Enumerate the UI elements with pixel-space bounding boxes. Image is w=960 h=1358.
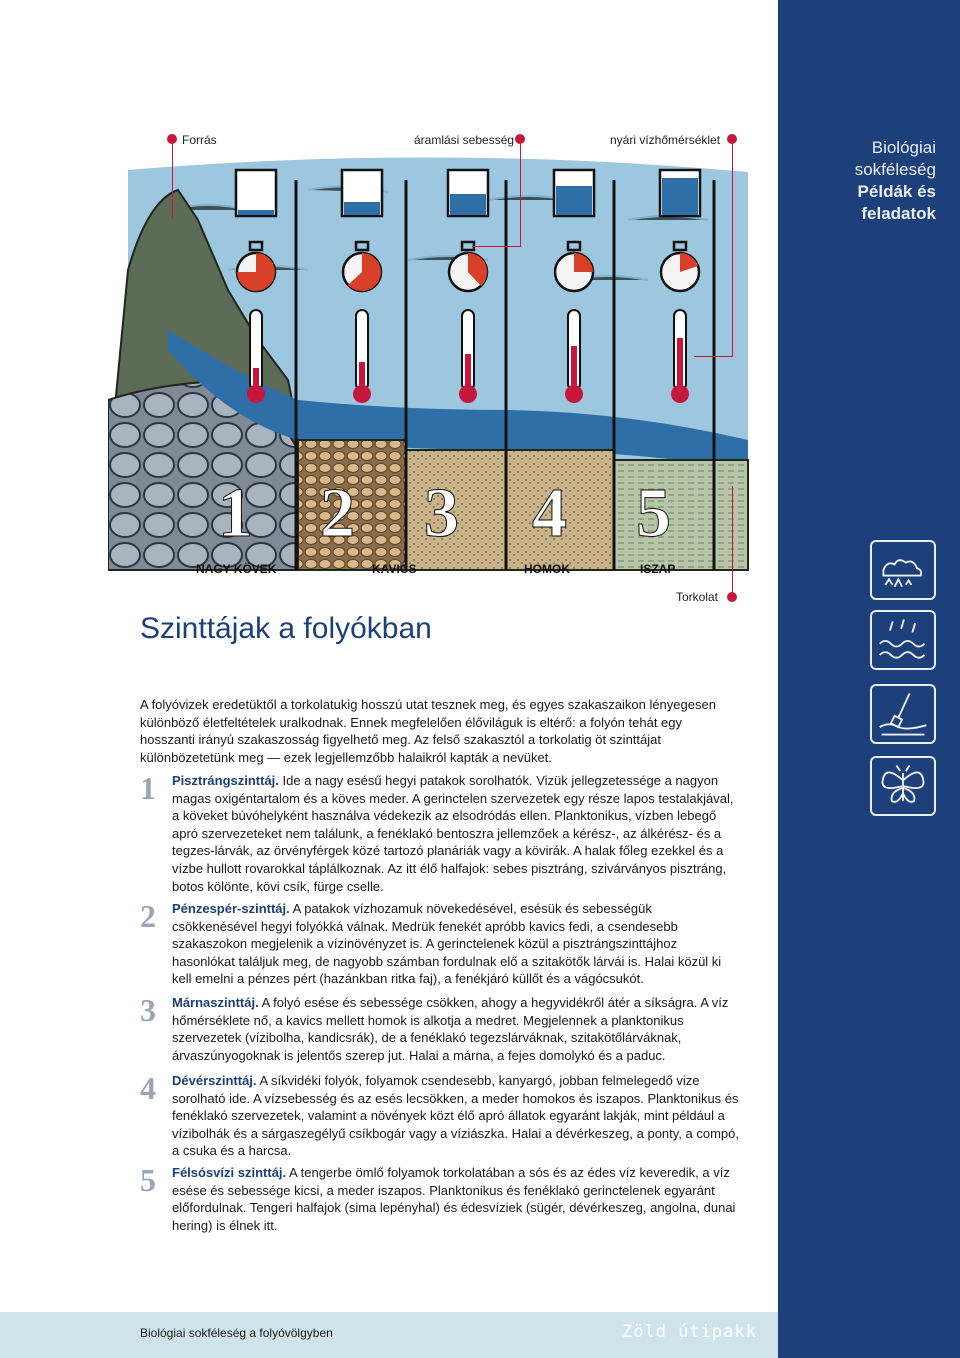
landscape-icon bbox=[870, 540, 936, 600]
section-text bbox=[172, 1164, 740, 1234]
section-text bbox=[172, 994, 740, 1064]
flow-speed-marker bbox=[515, 134, 525, 144]
mouth-marker bbox=[727, 592, 737, 602]
zone-section-5 bbox=[140, 1164, 740, 1234]
flow-speed-line bbox=[520, 144, 521, 246]
page-title: Szinttájak a folyókban bbox=[140, 612, 432, 645]
zone-number-4: 4 bbox=[532, 475, 567, 552]
section-text bbox=[172, 900, 740, 988]
summer-temp-line bbox=[732, 144, 733, 356]
section-heading: Pisztrángszinttáj. bbox=[172, 773, 279, 788]
section-text bbox=[172, 1072, 740, 1160]
butterfly-icon bbox=[870, 756, 936, 816]
section-body: Ide a nagy esésű hegyi patakok sorolhatók. Vizük jellegzetessége a nagyon magas oxigéntartalom és a köves meder. A gerinctelen szervezetek egy része lapos testalakjával, a köveket búvóhelyként használva védekezik az elsodródás ellen. Planktonikus, vízben lebegő apró szervezeteket nem találunk, a fenéklakó bentoszra jellemzőek a kérész-, az álkérész- és a tegzes-lárvák, az örvényférgek közé tartozó planáriák vagy a kövirák. A halak főleg ezekkel és a vízbe hullott rovarokkal táplálkoznak. Az itt élő halfajok: sebes pisztráng, szivárványos pisztráng, botos kölönte, kövi csík, fürge cselle. bbox=[172, 773, 734, 894]
section-body: A tengerbe ömlő folyamok torkolatában a sós és az édes víz keveredik, a víz esése és sebessége kicsi, a meder iszapos. Planktonikus és fenéklakó gerinctelenek egyaránt előfordulnak. Tengeri halfajok (sima lepényhal) és édesvíziek (sügér, dévérkeszeg, angolna, dunai hering) is élnek itt. bbox=[172, 1165, 736, 1233]
section-body: A síkvidéki folyók, folyamok csendesebb, kanyargó, jobban felmelegedő vize sorolható ide. A vízsebesség és az esés lecsökken, a meder homokos és iszapos. Planktonikus és fenéklakó szervezetek, valamint a növények közt élő apró állatok egyaránt lakják, mint például a vízibolhák és a sárgaszegélyű csíkbogár vagy a víziászka. Halai a dévérkeszeg, a ponty, a compó, a csuka és a harcsa. bbox=[172, 1073, 739, 1159]
zone-section-1 bbox=[140, 772, 740, 895]
source-marker bbox=[167, 134, 177, 144]
section-heading: Márnaszinttáj. bbox=[172, 995, 259, 1010]
footer-publication-title: Biológiai sokféleség a folyóvölgyben bbox=[140, 1326, 333, 1340]
section-body: A folyó esése és sebessége csökken, ahogy a hegyvidékről átér a síkságra. A víz hőmérséklete nő, a kavics mellett homok is alkotja a medret. Megjelennek a planktonikus szervezetek (vízibolha, kandicsrák), de a fenéklakó tegezslárváknak, szitakötőlárváknak, árvaszúnyogoknak is jelentős szerep jut. Halai a márna, a fejes domolykó és a paduc. bbox=[172, 995, 729, 1063]
zone-number-5: 5 bbox=[636, 475, 671, 552]
substrate-label-silt: ISZAP bbox=[640, 562, 676, 576]
substrate-label-sand: HOMOK bbox=[524, 562, 570, 576]
zone-number-2: 2 bbox=[320, 475, 355, 552]
section-number: 2 bbox=[140, 898, 156, 934]
footer-brand: Zöld útipakk bbox=[622, 1322, 757, 1342]
flow-speed-line-h bbox=[472, 246, 521, 247]
section-heading: Pénzespér-szinttáj. bbox=[172, 901, 290, 916]
sidebar-title-line3: Példák és bbox=[857, 182, 936, 201]
sidebar-title-line2: sokféleség bbox=[854, 160, 936, 179]
summer-temp-line-h bbox=[694, 356, 733, 357]
mouth-line bbox=[732, 486, 733, 594]
section-number: 3 bbox=[140, 992, 156, 1028]
summer-temp-label: nyári vízhőmérséklet bbox=[610, 133, 721, 147]
source-label: Forrás bbox=[182, 133, 217, 147]
section-number: 5 bbox=[140, 1162, 156, 1198]
zone-number-1: 1 bbox=[218, 475, 253, 552]
substrate-label-large-stones: NAGY KÖVEK bbox=[196, 562, 277, 576]
flow-speed-label: áramlási sebesség bbox=[414, 133, 515, 147]
section-number: 4 bbox=[140, 1070, 156, 1106]
source-line bbox=[172, 144, 173, 218]
intro-paragraph: A folyóvizek eredetüktől a torkolatukig hosszú utat tesznek meg, és egyes szakaszaikon lényegesen különböző életfeltételek uralkodnak. Ennek megfelelően élőviláguk is eltérő: a folyón tehát egy hosszanti irányú szakaszosság figyelhető meg. Az felső szakasztól a torkolatig öt szinttájat különbözetetünk meg — ezek legjellemzőbb halaikról kapták a nevüket. bbox=[140, 697, 716, 765]
section-number: 1 bbox=[140, 770, 156, 806]
sidebar-title-line4: feladatok bbox=[861, 204, 936, 223]
mouth-label: Torkolat bbox=[676, 590, 719, 604]
zone-section-3 bbox=[140, 994, 740, 1064]
summer-temp-marker bbox=[727, 134, 737, 144]
section-heading: Félsósvízi szinttáj. bbox=[172, 1165, 287, 1180]
section-text bbox=[172, 772, 740, 895]
soil-shovel-icon bbox=[870, 684, 936, 744]
section-heading: Dévérszinttáj. bbox=[172, 1073, 257, 1088]
water-waves-icon bbox=[870, 610, 936, 670]
sidebar-title bbox=[800, 137, 936, 225]
section-body: A patakok vízhozamuk növekedésével, esésük és sebességük csökkenésével hegyi folyókká válnak. Medrük fenekét apróbb kavics fedi, a csendesebb szakaszokon megjelenik a vízinövényzet is. A gerinctelenek közül a pisztrángszinttájhoz hasonlókat találjuk meg, de nagyobb számban fordulnak elő a szitakötők lárvái is. Halai közül ki kell emelni a pénzes pért (hazánkban ritka faj), a fenékjáró küllőt és a vágócsukót. bbox=[172, 901, 722, 987]
page-number: 37 bbox=[807, 1316, 835, 1347]
sidebar-title-line1: Biológiai bbox=[871, 138, 936, 157]
zone-number-3: 3 bbox=[424, 475, 459, 552]
zone-section-4 bbox=[140, 1072, 740, 1160]
zone-section-2 bbox=[140, 900, 740, 988]
substrate-label-gravel: KAVICS bbox=[372, 562, 417, 576]
